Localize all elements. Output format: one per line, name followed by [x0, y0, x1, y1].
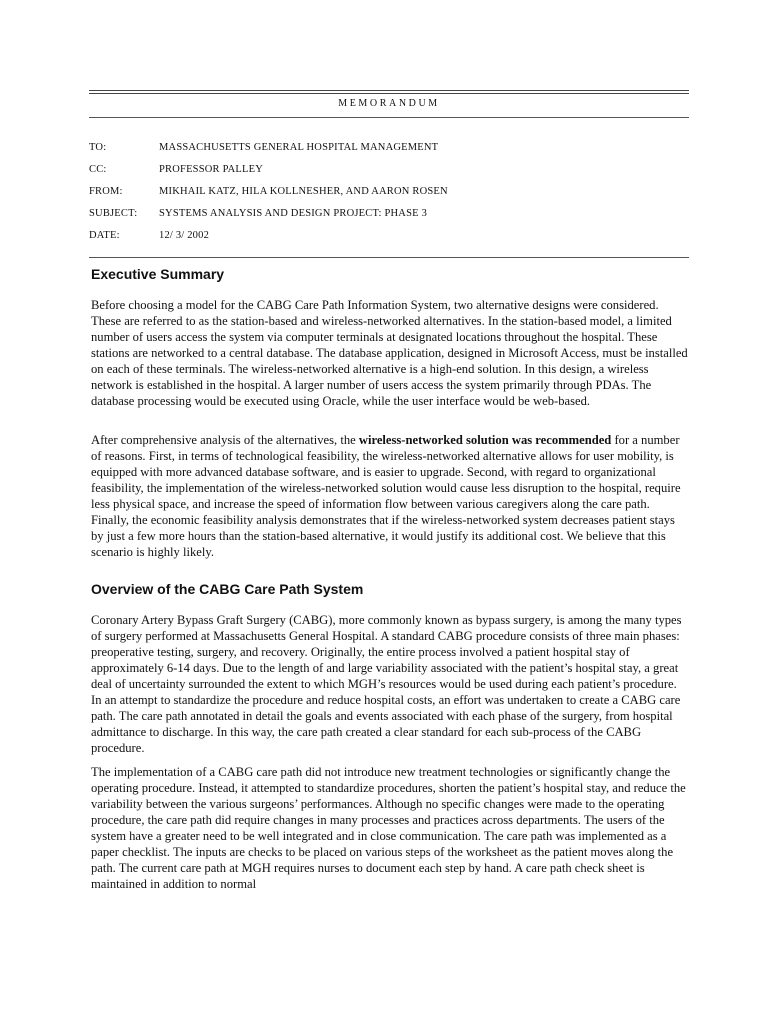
executive-summary-p2-text-end: for a number of reasons. First, in terms of technological feasibility, the wireless-networked alternative allows for user mobility, is equipped with more advanced database software, and is easier to upgrade. Second, with regard to organizational feasibility, the implementation of the wireless-networked solution would cause less disruption to the hospital, require less physical space, and increase the speed of information flow between various caregivers along the care path. Finally, the economic feasibility analysis demonstrates that if the wireless-networked system decreases patient stays by just a few more hours than the station-based alternative, it would justify its additional cost. We believe that this scenario is highly likely. [91, 433, 681, 559]
overview-paragraph-1: Coronary Artery Bypass Graft Surgery (CABG), more commonly known as bypass surgery, is among the many types of surgery performed at Massachusetts General Hospital. A standard CABG procedure consists of three main phases: preoperative testing, surgery, and recovery. Originally, the entire process involved a patient hospital stay of approximately 6-14 days. Due to the length of and large variability associated with the patient’s hospital stay, a great deal of uncertainty surrounded the extent to which MGH’s resources would be used during each patient’s procedure. In an attempt to standardize the procedure and reduce hospital costs, an effort was undertaken to create a CABG care path. The care path annotated in detail the goals and events associated with each phase of the surgery, from hospital admittance to discharge. In this way, the care path created a clear standard for each sub-process of the CABG procedure. [91, 613, 682, 755]
overview-paragraph-2: The implementation of a CABG care path did not introduce new treatment technologies or significantly change the operating procedure. Instead, it attempted to standardize procedures, shorten the patient’s hospital stay, and reduce the variability between the various surgeons’ performances. Although no specific changes were made to the operating procedure, the care path did require changes in many processes and practices across departments. The users of the system have a greater need to be well integrated and in close communication. The care path was implemented as a paper checklist. The inputs are checks to be placed on various steps of the worksheet as the patient moves along the path. The current care path at MGH requires nurses to document each step by hand. A care path check sheet is maintained in addition to normal [91, 765, 686, 891]
overview-heading: Overview of the CABG Care Path System [91, 581, 364, 597]
header-to-label: TO: [89, 142, 107, 153]
header-from-label: FROM: [89, 186, 123, 197]
header-subject [89, 208, 689, 222]
header-subject-label: SUBJECT: [89, 208, 138, 219]
header-cc [89, 164, 689, 178]
header-date-value: 12/ 3/ 2002 [159, 230, 210, 241]
memo-title: MEMORANDUM [338, 98, 440, 109]
executive-summary-heading: Executive Summary [91, 266, 225, 282]
header-date [89, 230, 689, 244]
executive-summary-paragraph-1: Before choosing a model for the CABG Care Path Information System, two alternative designs were considered. These are referred to as the station-based and wireless-networked alternatives. In the station-based model, a limited number of users access the system via computer terminals at designated locations throughout the hospital. These stations are networked to a central database. The database application, designed in Microsoft Access, must be installed on each of these terminals. The wireless-networked alternative is a high-end solution. In this design, a wireless network is established in the hospital. A larger number of users access the system primarily through PDAs. The database processing would be executed using Oracle, while the user interface would be web-based. [91, 298, 688, 408]
header-cc-label: CC: [89, 164, 107, 175]
executive-summary-p2-text-start: After comprehensive analysis of the alternatives, the [91, 433, 359, 447]
top-double-rule [89, 90, 689, 94]
header-subject-value: SYSTEMS ANALYSIS AND DESIGN PROJECT: PHASE 3 [159, 208, 428, 219]
header-date-label: DATE: [89, 230, 120, 241]
header-from-value: MIKHAIL KATZ, HILA KOLLNESHER, AND AARON ROSEN [159, 186, 448, 197]
executive-summary-paragraph-2 [91, 432, 689, 560]
header-bottom-rule [89, 257, 689, 258]
title-rule [89, 117, 689, 118]
header-from [89, 186, 689, 200]
header-cc-value: PROFESSOR PALLEY [159, 164, 264, 175]
recommendation-emphasis: wireless-networked solution was recommended [358, 433, 612, 447]
header-to [89, 142, 689, 156]
header-to-value: MASSACHUSETTS GENERAL HOSPITAL MANAGEMENT [159, 142, 439, 153]
